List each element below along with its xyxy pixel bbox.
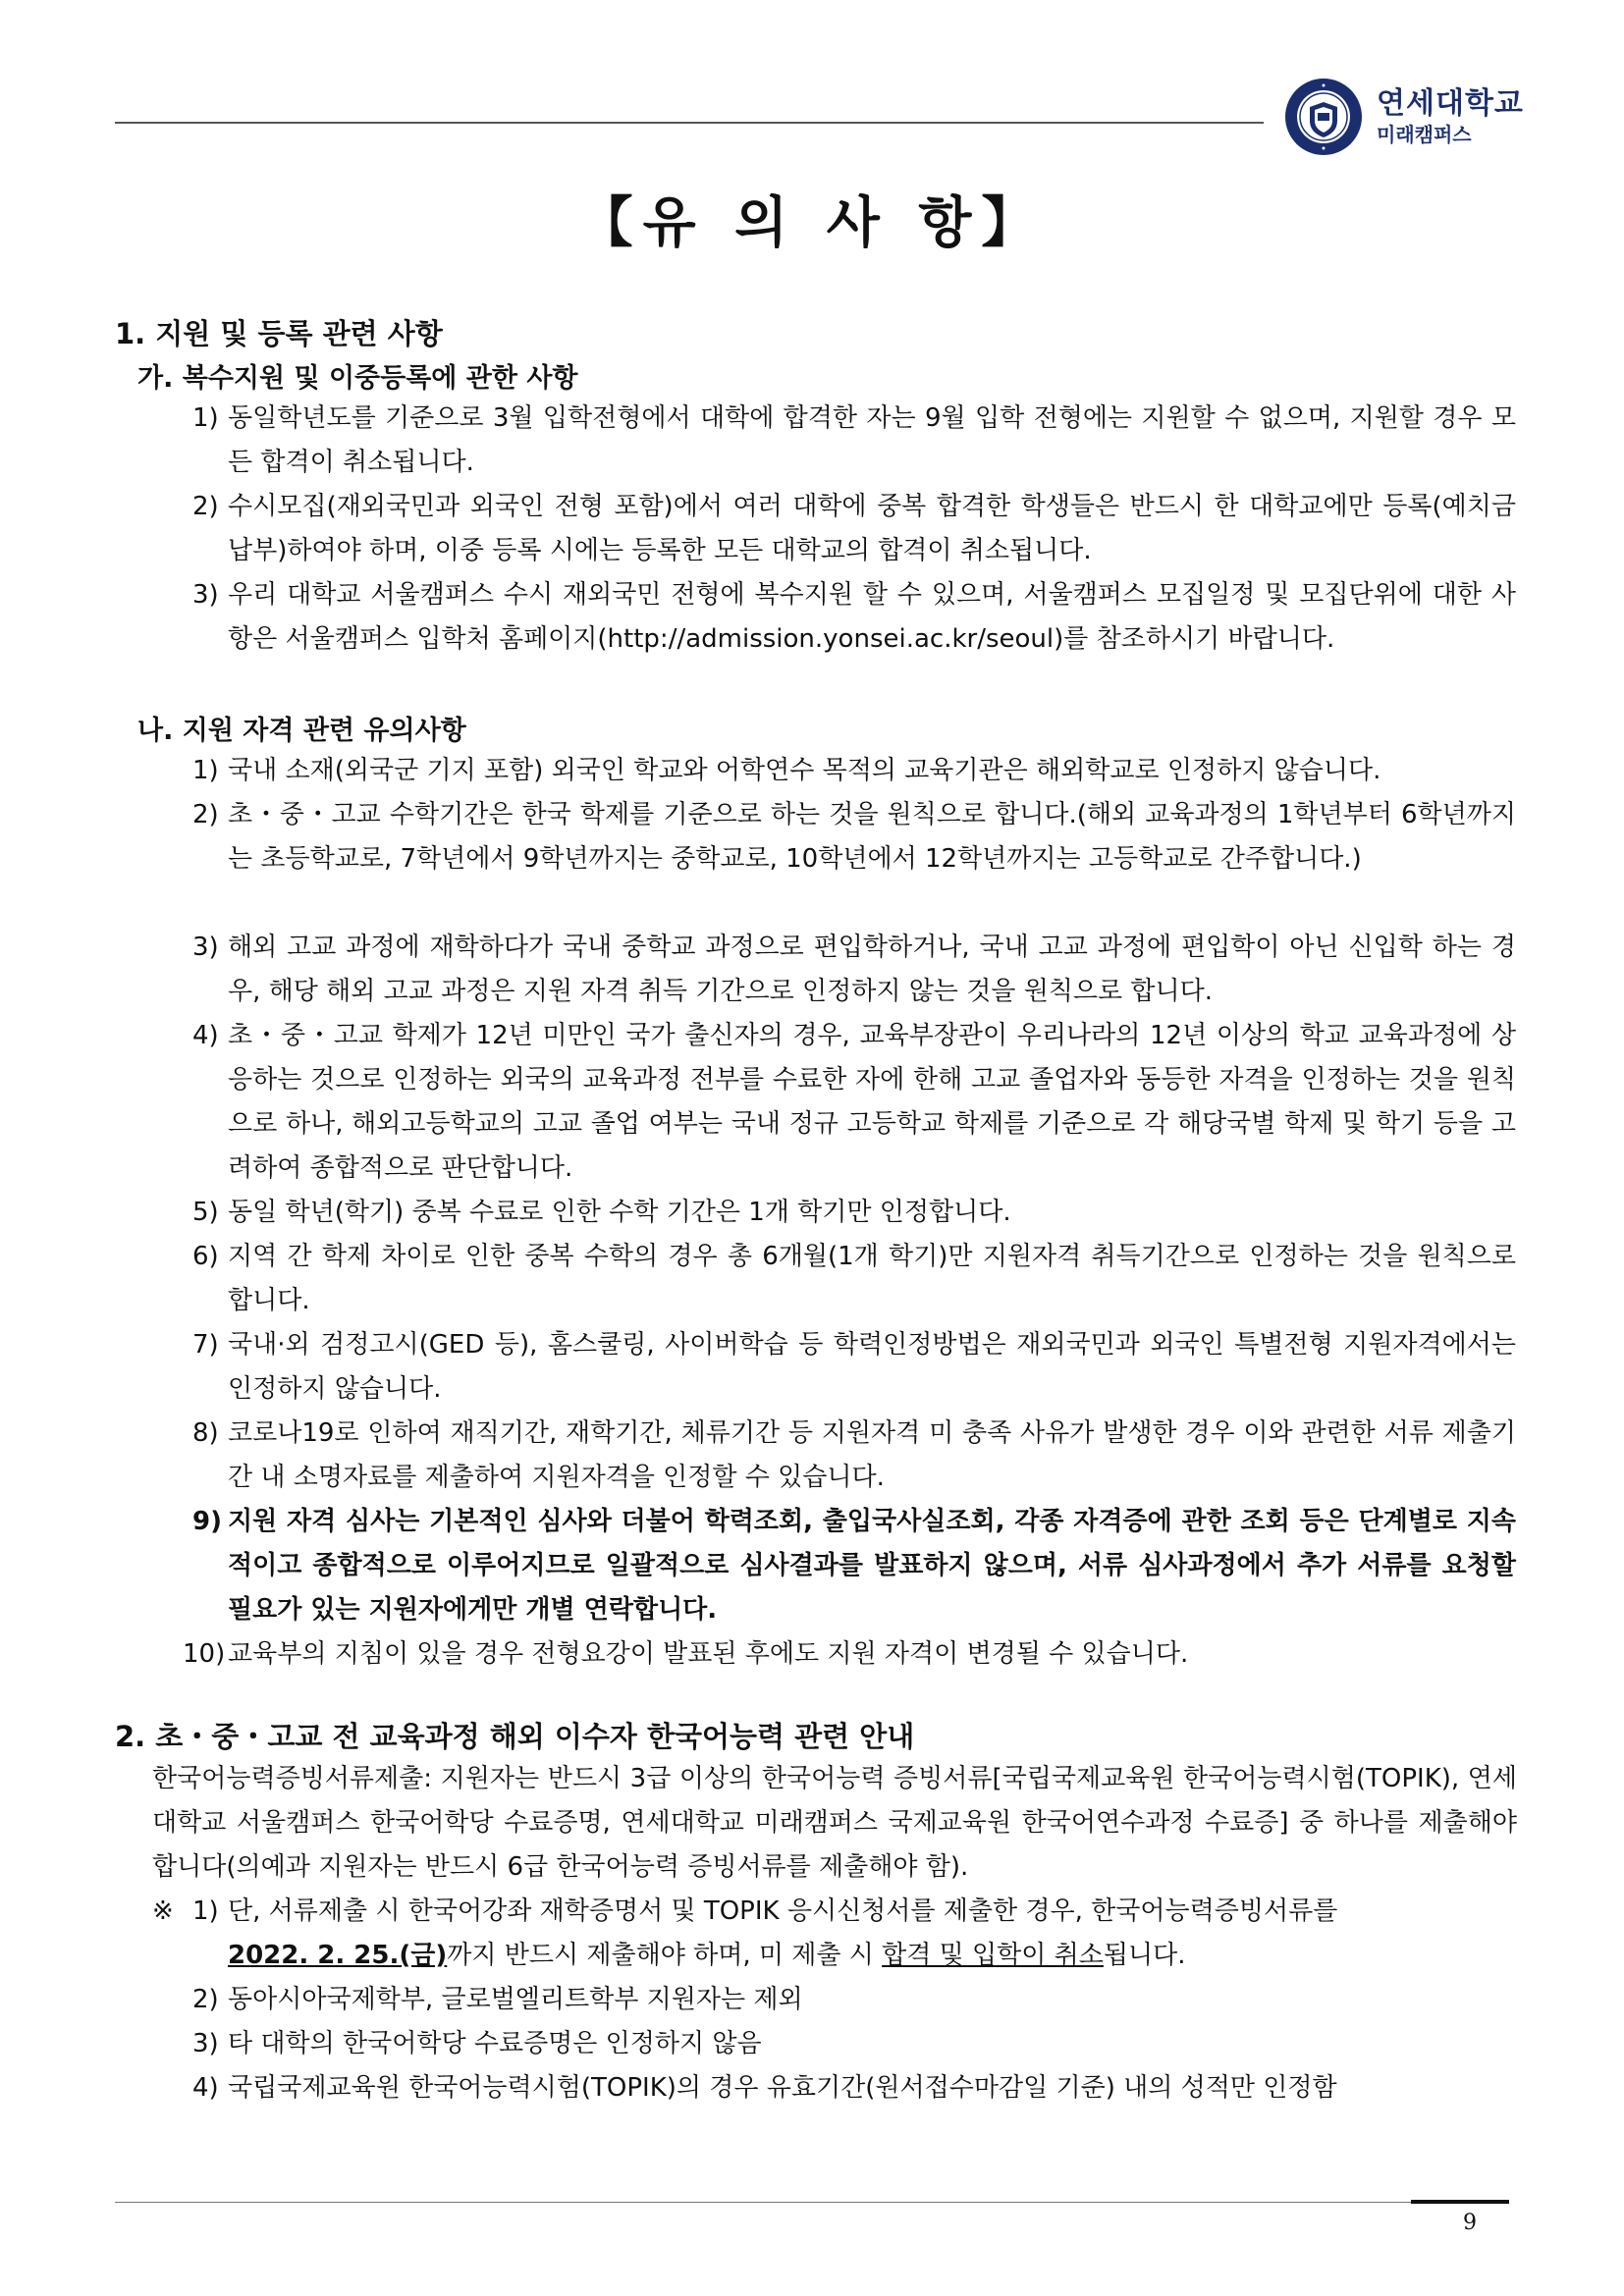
list-item: 8) 코로나19로 인하여 재직기간, 재학기간, 체류기간 등 지원자격 미 충족 사유가 발생한 경우 이와 관련한 서류 제출기간 내 소명자료를 제출하여 지원자격을 인정할 수 있습니다. (192, 1418, 1516, 1492)
note-item: 4) 국립국제교육원 한국어능력시험(TOPIK)의 경우 유효기간(원서접수마감일 기준) 내의 성적만 인정함 (192, 2073, 1337, 2103)
logo-title: 연세대학교 (1377, 86, 1524, 122)
list-item: 6) 지역 간 학제 차이로 인한 중복 수학의 경우 총 6개월(1개 학기)만 지원자격 취득기간으로 인정하는 것을 원칙으로 합니다. (192, 1242, 1516, 1315)
page-title: 【유 의 사 항】 (577, 191, 1047, 255)
list-item-bold: 9) 지원 자격 심사는 기본적인 심사와 더불어 학력조회, 출입국사실조회, 각종 자격증에 관한 조회 등은 단계별로 지속적이고 종합적으로 이루어지므로 일괄적으로 심사결과를 발표하지 않으며, 서류 심사과정에서 추가 서류를 요청할 필요가 있는 지원자에게만 개별 연락합니다. (192, 1507, 1516, 1625)
page-number: 9 (1463, 2211, 1477, 2235)
footer-line (115, 2202, 1509, 2203)
section-2-heading: 2. 초・중・고교 전 교육과정 해외 이수자 한국어능력 관련 안내 (115, 1720, 915, 1753)
section-2-paragraph: 한국어능력증빙서류제출: 지원자는 반드시 3급 이상의 한국어능력 증빙서류[국립국제교육원 한국어능력시험(TOPIK), 연세대학교 서울캠퍼스 한국어학당 수료증명, 연세대학교 미래캠퍼스 국제교육원 한국어연수과정 수료증] 중 하나를 제출해야 합니다(의예과 지원자는 반드시 6급 한국어능력 증빙서류를 제출해야 함). (152, 1764, 1517, 1882)
list-item: 5) 동일 학년(학기) 중복 수료로 인한 수학 기간은 1개 학기만 인정합니다. (192, 1198, 1011, 1227)
university-seal-icon (1284, 78, 1363, 156)
note-item: 2) 동아시아국제학부, 글로벌엘리트학부 지원자는 제외 (192, 1985, 803, 2014)
section-1-heading: 1. 지원 및 등록 관련 사항 (115, 317, 443, 350)
deadline-date: 2022. 2. 25.(금) (228, 1941, 448, 1970)
list-item: 2) 초・중・고교 수학기간은 한국 학제를 기준으로 하는 것을 원칙으로 합니다.(해외 교육과정의 1학년부터 6학년까지는 초등학교로, 7학년에서 9학년까지는 중학교로, 10학년에서 12학년까지는 고등학교로 간주합니다.) (192, 800, 1516, 874)
list-item: 7) 국내·외 검정고시(GED 등), 홈스쿨링, 사이버학습 등 학력인정방법은 재외국민과 외국인 특별전형 지원자격에서는 인정하지 않습니다. (192, 1330, 1516, 1404)
list-item: 1) 국내 소재(외국군 기지 포함) 외국인 학교와 어학연수 목적의 교육기관은 해외학교로 인정하지 않습니다. (192, 756, 1381, 785)
list-item: 3) 우리 대학교 서울캠퍼스 수시 재외국민 전형에 복수지원 할 수 있으며, 서울캠퍼스 모집일정 및 모집단위에 대한 사항은 서울캠퍼스 입학처 홈페이지(http://admission.yonsei.ac.kr/seoul)를 참조하시기 바랍니다. (192, 580, 1516, 654)
list-item: 3) 해외 고교 과정에 재학하다가 국내 중학교 과정으로 편입학하거나, 국내 고교 과정에 편입학이 아닌 신입학 하는 경우, 해당 해외 고교 과정은 지원 자격 취득 기간으로 인정하지 않는 것을 원칙으로 합니다. (192, 933, 1516, 1006)
list-item: 2) 수시모집(재외국민과 외국인 전형 포함)에서 여러 대학에 중복 합격한 학생들은 반드시 한 대학교에만 등록(예치금 납부)하여야 하며, 이중 등록 시에는 등록한 모든 대학교의 합격이 취소됩니다. (192, 492, 1516, 565)
list-item: 10) 교육부의 지침이 있을 경우 전형요강이 발표된 후에도 지원 자격이 변경될 수 있습니다. (183, 1639, 1189, 1669)
list-item: 4) 초・중・고교 학제가 12년 미만인 국가 출신자의 경우, 교육부장관이 우리나라의 12년 이상의 학교 교육과정에 상응하는 것으로 인정하는 외국의 교육과정 전부를 수료한 자에 한해 고교 졸업자와 동등한 자격을 인정하는 것을 원칙으로 하나, 해외고등학교의 고교 졸업 여부는 국내 정규 고등학교 학제를 기준으로 각 해당국별 학제 및 학기 등을 고려하여 종합적으로 판단합니다. (192, 1021, 1516, 1183)
subsection-ga-heading: 가. 복수지원 및 이중등록에 관한 사항 (137, 363, 578, 394)
list-item: 1) 동일학년도를 기준으로 3월 입학전형에서 대학에 합격한 자는 9월 입학 전형에는 지원할 수 없으며, 지원할 경우 모든 합격이 취소됩니다. (192, 403, 1516, 477)
cancellation-warning: 합격 및 입학이 취소 (882, 1941, 1104, 1970)
note-item: 3) 타 대학의 한국어학당 수료증명은 인정하지 않음 (192, 2029, 762, 2058)
footer-accent-bar (1411, 2200, 1509, 2204)
note-mark: ※ (152, 1896, 174, 1926)
header-line (115, 122, 1264, 124)
note-item: ※ 1) 단, 서류제출 시 한국어강좌 재학증명서 및 TOPIK 응시신청서를 제출한 경우, 한국어능력증빙서류를 2022. 2. 25.(금)까지 반드시 제출해야 하며, 미 제출 시 합격 및 입학이 취소됩니다. (152, 1890, 1517, 1978)
subsection-na-heading: 나. 지원 자격 관련 유의사항 (137, 716, 466, 746)
university-logo (1284, 78, 1524, 156)
logo-subtitle: 미래캠퍼스 (1377, 122, 1472, 146)
